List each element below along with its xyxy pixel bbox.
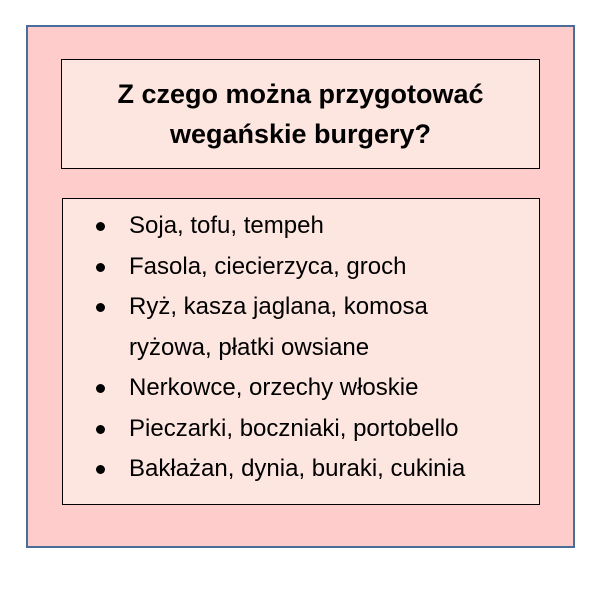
bullet-icon <box>96 384 105 393</box>
bullet-icon <box>96 425 105 434</box>
list-item <box>95 287 515 368</box>
bullet-icon <box>96 465 105 474</box>
bullet-icon <box>96 263 105 272</box>
list-item <box>95 368 515 409</box>
list-item-text: Ryż, kasza jaglana, komosa ryżowa, płatki owsiane <box>129 293 428 361</box>
list-item-text: Pieczarki, boczniaki, portobello <box>129 414 459 442</box>
list-item-text: Fasola, ciecierzyca, groch <box>129 252 407 280</box>
list-item-text: Soja, tofu, tempeh <box>129 212 324 239</box>
ingredients-list <box>95 206 515 490</box>
list-item <box>95 206 515 247</box>
list-item <box>95 247 515 288</box>
title-heading <box>101 74 501 154</box>
ingredients-box <box>62 198 540 505</box>
bullet-icon <box>96 222 105 231</box>
list-item-text: Nerkowce, orzechy włoskie <box>129 374 419 401</box>
list-item-text: Bakłażan, dynia, buraki, cukinia <box>129 455 466 482</box>
list-item <box>95 409 515 450</box>
title-box <box>61 59 540 169</box>
bullet-icon <box>96 303 105 312</box>
list-item <box>95 449 515 490</box>
title-line-1: Z czego można przygotować <box>117 79 484 109</box>
title-line-2: wegańskie burgery? <box>169 119 432 149</box>
